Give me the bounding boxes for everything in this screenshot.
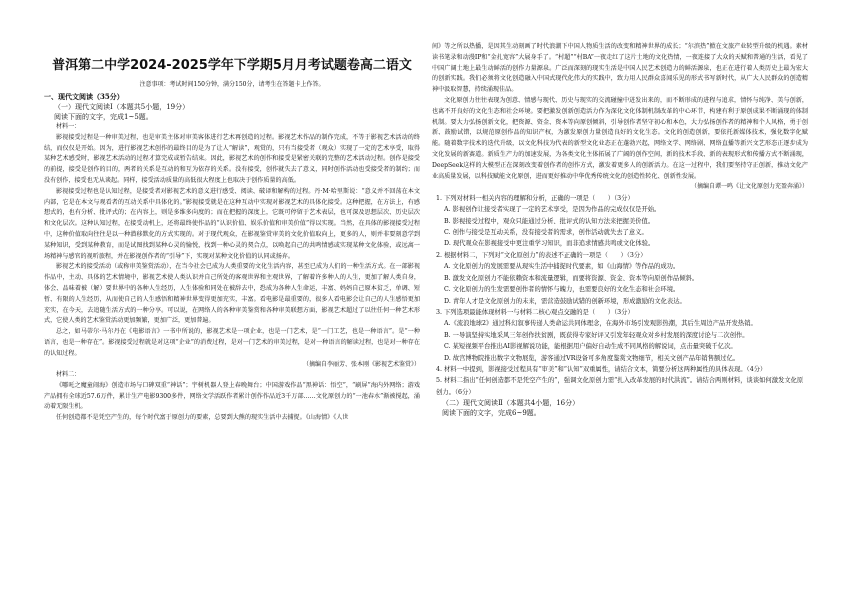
question-3: 3. 下列选项最能体现材料一与材料二核心观点交融的是（ ）（3分）	[436, 308, 634, 316]
question-3-option-a: A.《流浪地球2》通过科幻叙事传递人类命运共同体理念，在海外市场引发观影热潮，其后生周边产品开发热销。	[444, 320, 757, 328]
page-title: 普洱第二中学2024-2025学年下学期5月月考试题卷高二语文	[52, 58, 412, 73]
question-2-option-d: D. 青年人才是文化原创力的未来，需营造鼓励试错的创新环境，形成激励的文化表达。	[444, 297, 686, 305]
exam-notice: 注意事项：考试时间150分钟，满分150分，请考生在答题卡上作答。	[139, 81, 325, 88]
question-3-option-c: C. 某短视频平台推出AI影视解说功能，能根据用户偏好自动生成不同风格的解说词，点击量突破千亿次。	[444, 343, 737, 351]
question-1-option-c: C. 创作与接受是互动关系，没有接受者的需求，创作活动就失去了意义。	[444, 229, 648, 237]
section-heading-modern-reading: 一、现代文阅读（35分）	[44, 92, 124, 101]
question-3-option-b: B. 一导演坚持实地采风三年创作扶贫剧，既获得专家好评又引发年轻观众对乡村发展的深度讨论与二次创作。	[444, 331, 749, 339]
right-column	[432, 42, 808, 418]
material-1-label: 材料一：	[56, 123, 81, 130]
subsection-heading-reading-2: （二）现代文阅读Ⅱ（本题共4小题，16分）	[442, 399, 580, 408]
reading-instruction-2: 阅读下面的文字，完成6~9题。	[442, 409, 541, 418]
material-2-paragraph-3: 文化原创力往往表现为创意、情感与现代、历史与现实的交流碰撞中迸发出来的，而不断形成的进程与追求，情怀与纯净、美与创新，也离不开良好的文化生态和社会环境。要把激发创新创造活力作为深化文化体制机制改革的中心环节，构建有利于原创成果不断涌现的体制机制。要大力弘扬创新文化，把资源、资金、资本等向原创倾斜，引导创作者坚守初心和本色，大力弘扬创作者的精神和个人风格，勇于创新、鼓励试错，以规范原创作品的知识产权，为激发原创力量创造良好的文化生态。文化的创造创新，要依托新媒体技术，强化数字化赋能。随着数字技术的迭代升级，以文化科技为代表的新型文化业态正在蓬勃兴起，网络文学、网络剧、网络直播等新兴文艺形态正逐步成为文化发展的新赛道。新质生产力的加速发展，为各类文化主体拓展了广阔的创作空间，新的技术手段、新的表现形式和传播方式不断涌现，DeepSeek这样的大模型正在深刻改变着创作者的创作方式，激发着更多人的创新活力。在这一过程中，我们要坚持守正创新，推动文化产业高质量发展，以科技赋能文化原创，进而更好推动中华优秀传统文化的创造性转化、创新性发展。	[432, 96, 808, 180]
material-2-paragraph-2-cont: 间》等之所以热播，是因其生动刻画了时代浪潮下中国人物质生活的改变和精神世界的成长；“尔滨热”掀在文旅产业转型升级的机遇。素材读书笔录和动漫IP和“金扎宽容”大展身手了。“村超”“村BA”一夜走红了这片土地的文化热情，一夜连接了大众的天赋和普通的生活，看见了中国广阔土地上最生动鲜活的创作力量源泉。广泛而深刻的现实生活是中国人民艺术创造力的鲜活源泉，也正在进行着人类历史上最为宏大的创新实践。我们必须将文化创造融入中国式现代化伟大的实践中，致力用人民群众喜闻乐见的形式书写新时代，从广大人民群众的创造精神中汲取智慧，持续涌现佳品。	[432, 43, 808, 94]
material-1-paragraph-2: 影视接受过程也是认知过程，是接受者对影视艺术的意义进行感受、阅读、破译和解构的过程。丹·M·哈里斯说：“意义并不回荡在本文内部，它是在本文与观看者的互动关系中具体化的。”影视接受就是在这种互动中实现对影视艺术的具体化接受。这种把握，在方法上，有感想式的，也有分析、批评式的；在内容上，则是多维多向度的；而在把握的深度上，它既可停留于艺术表层，也可深及思想层次、历史层次和文化层次。这种认知过程，在接受动机上，还将最终使作品的“认识价值、娱乐价值和审美价值”得以实现。当然，在具体的影视接受过程中，这种价值取向往往是以一种潜移默化的方式实现的。对于现代观众，在影视鉴赏审美的文化价值取向上，更多的人，则并非要刻意学到某种知识，受到某种教育，而是试图找到某种心灵的愉悦，找到一种心灵的契合点，以唤起自己的共鸣情感或实现某种文化体验，或远离一场精神与感官的视听旅程，并在影视创作者的“引导”下，实现对某种文化价值的认同或扬弃。	[44, 187, 420, 260]
material-1-paragraph-1: 影视接受过程是一种审美过程，也是审美主体对审美客体进行艺术再创造的过程。影视艺术作品的制作完成，不等于影视艺术活动的终结，而仅仅是开始。因为，进行影视艺术创作的最终目的是为了让人“解读”，观赏的，只有当接受者（观众）实现了一定的艺术享受，取得某种艺术感受时，影视艺术活动的过程才算完成或暂告结束。因此，影视艺术的创作和接受是紧密关联的完整的艺术活动过程。创作是接受的前提，接受是创作的目的，两者的关系是互动的和互为依存的关系。没有接受，创作就失去了意义，同时创作活动也受接受者的制约；而没有创作，接受也无从谈起。同样，接受活动质量的高低很大程度上也取决于创作质量的高低。	[44, 133, 420, 184]
material-1-paragraph-4: 总之，如马蒂尔·马尔丹在《电影语言》一书中所说的，影视艺术是一项企业，也是一门艺术，是“一门工艺，也是一种语言”。是“一种语言，也是一种存在”。影视接受过程就是对这项“企业”的消费过程，是对一门艺术的审美过程，是对一种语言的解读过程，也是对一种存在的认知过程。	[44, 328, 420, 357]
question-3-option-d: D. 故宫博物院推出数字文物展览，游客通过VR设备可多角度鉴赏文物细节，相关文创产品年销售额过亿。	[444, 354, 740, 362]
question-2-option-c: C. 文化原创力的生发需要创作者的情怀与魄力，也需要良好的文化生态和社会环境。	[444, 286, 680, 294]
material-2-source: （摘编自谭一鸣《让文化原创力充盈奔涌》）	[690, 183, 808, 191]
material-2-paragraph-2: 任何创造都不是凭空产生的，每个时代富于原创力的要素，总要到大熊的现实生活中去捕捉。《山海情》《人世	[56, 414, 349, 422]
question-5: 5. 材料二指出“任何创造都不是凭空产生的”，强调文化原创力需“扎入改革发展的时代洪流”。请结合两则材料，谈谈如何激发文化原创力。（6分）	[436, 377, 804, 396]
material-2-paragraph-1: 《哪吒之魔童闹海》创造市场与口碑双重“神话”；宇树机器人登上春晚舞台；中国游戏作品“黑神话：悟空”，“刷屏”海内外网络；游戏产品拥有全球近57.6万件，累计生产电影9300多件，网络文学活跃作者累计创作作品近3千万部……文化原创力的“一池春水”渐被搅起，涌动着无限生机。	[44, 381, 420, 411]
material-2-label: 材料二：	[56, 371, 81, 379]
question-1: 1. 下列对材料一相关内容的理解和分析，正确的一项是（ ）（3分）	[436, 194, 634, 202]
material-1-source: （摘编自李丽芳、张本刚《影视艺术鉴赏》）	[302, 360, 420, 368]
question-2-option-a: A. 文化原创力的发展需要从现实生活中捕捉时代要素，如《山海情》等作品的成功。	[444, 263, 680, 271]
question-2-option-b: B. 激发文化原创力不能依赖资本和流量逻辑，而要将资源、资金、资本等向原创作品倾斜。	[444, 274, 699, 282]
question-4: 4. 材料一中提到，影视接受过程具有“审美”和“认知”双重属性，请结合文本，简要分析这两种属性的具体表现。（4分）	[436, 365, 767, 373]
material-1-paragraph-3: 影视艺术的接受活动（或称审美鉴赏活动），在当今社会已成为人类重要的文化生活内容，甚至已成为人们的一种生活方式。在一部影视作品中，主动、具体的艺术情境中，影视艺术使人类认识并自己所处的客观世界和主观世界，了解着许多种人的人生，更加了解人类自身，体会、品味着被（解）要世界中的各种人生经历，人生体验和同处在被辞去中，恐成为各种人生命运，丰富、妈妈自己原本贫乏，单调、短暂、有限的人生经历，从而使自己的人生感悟和精神世界变得更加充实，丰富。看电影是最重要的，很多人看电影会让自己的人生感悟更加充实，在今天，去追随生活方式的一种分享。可以说，在网络人的各种审美鉴赏和各种审美联想方面，影视艺术超过了以往任何一种艺术形式，它使人类的艺术鉴赏活动更加频繁，更加广泛，更加普遍。	[44, 263, 420, 325]
reading-instruction: 阅读下面的文字，完成1~5题。	[54, 113, 153, 121]
question-1-option-b: B. 影视接受过程中，观众只能通过分析、批评式的认知方法来把握美价值。	[444, 217, 655, 225]
subsection-heading-reading-1: （一）现代文阅读Ⅰ（本题共5小题，19分）	[54, 103, 190, 111]
question-1-option-d: D. 现代观众在影视接受中更注重学习知识，而非追求情感共鸣或文化体验。	[444, 240, 655, 248]
question-1-option-a: A. 影视创作让接受者实现了一定的艺术享受，是因为作品的完成仅仅是开始。	[444, 206, 661, 214]
left-column	[44, 42, 420, 424]
question-2: 2. 根据材料二，下列对“文化原创力”的表述不正确的一项是（ ）（3分）	[436, 251, 647, 259]
